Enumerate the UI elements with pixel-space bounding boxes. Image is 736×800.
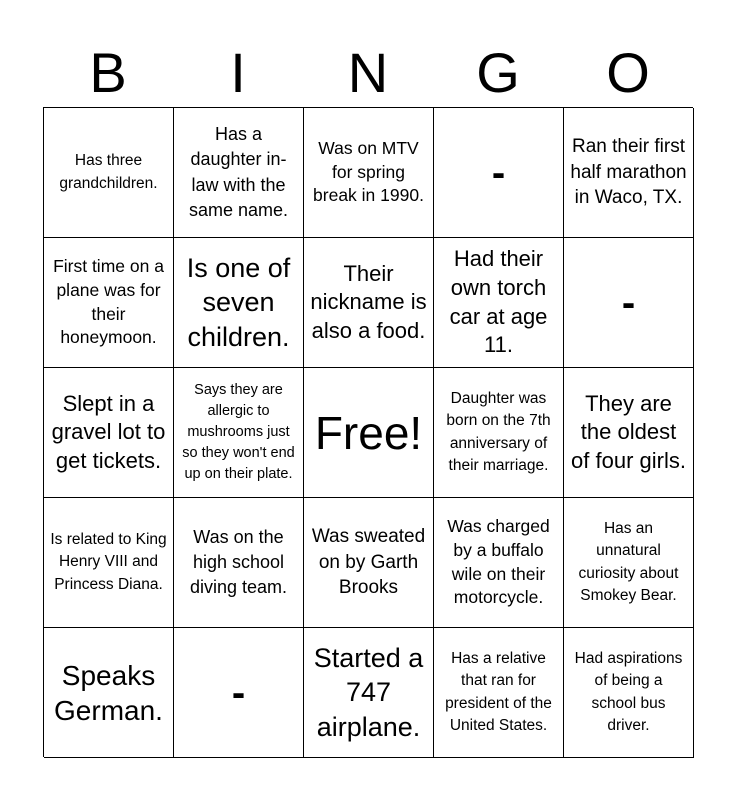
cell-text: Had their own torch car at age 11. bbox=[449, 246, 548, 358]
cell-text: Ran their first half marathon in Waco, TX. bbox=[570, 136, 687, 209]
cell-text: Was charged by a buffalo wile on their motorcycle. bbox=[447, 516, 550, 608]
header-letter-g: G bbox=[476, 41, 520, 104]
bingo-cell[interactable] bbox=[44, 368, 174, 498]
bingo-cell[interactable] bbox=[174, 108, 304, 238]
bingo-cell[interactable] bbox=[174, 498, 304, 628]
header-letter-n: N bbox=[347, 41, 389, 104]
cell-text: Is one of seven children. bbox=[186, 252, 291, 352]
bingo-cell[interactable] bbox=[174, 368, 304, 498]
bingo-header bbox=[43, 40, 693, 106]
cell-text: Speaks German. bbox=[54, 659, 163, 726]
cell-text: Was on MTV for spring break in 1990. bbox=[313, 138, 424, 206]
cell-text: Has a relative that ran for president of the United States. bbox=[445, 649, 552, 734]
bingo-cell[interactable] bbox=[304, 238, 434, 368]
cell-text: Was sweated on by Garth Brooks bbox=[311, 526, 426, 599]
bingo-cell-blank[interactable] bbox=[564, 238, 694, 368]
cell-text: Daughter was born on the 7th anniversary of their marriage. bbox=[446, 389, 551, 474]
cell-text: Had aspirations of being a school bus driver. bbox=[574, 649, 683, 734]
bingo-cell[interactable] bbox=[564, 368, 694, 498]
cell-text: They are the oldest of four girls. bbox=[571, 390, 686, 473]
cell-text: Free! bbox=[314, 406, 423, 459]
bingo-cell[interactable] bbox=[434, 238, 564, 368]
cell-text: First time on a plane was for their honeymoon. bbox=[53, 256, 164, 348]
bingo-cell[interactable] bbox=[564, 108, 694, 238]
bingo-cell[interactable] bbox=[304, 498, 434, 628]
bingo-cell[interactable] bbox=[44, 108, 174, 238]
bingo-cell[interactable] bbox=[44, 498, 174, 628]
header-letter-o: O bbox=[606, 41, 650, 104]
bingo-board bbox=[43, 107, 693, 757]
free-space[interactable] bbox=[304, 368, 434, 498]
bingo-cell[interactable] bbox=[304, 108, 434, 238]
cell-text: Slept in a gravel lot to get tickets. bbox=[51, 390, 166, 473]
bingo-cell[interactable] bbox=[434, 498, 564, 628]
cell-text: Has an unnatural curiosity about Smokey Bear. bbox=[578, 519, 679, 604]
cell-text: Was on the high school diving team. bbox=[189, 526, 288, 598]
bingo-cell[interactable] bbox=[44, 628, 174, 758]
bingo-cell[interactable] bbox=[434, 368, 564, 498]
cell-text: - bbox=[491, 150, 506, 195]
cell-text: - bbox=[621, 280, 636, 325]
cell-text: Has three grandchildren. bbox=[59, 152, 158, 192]
cell-text: Started a 747 airplane. bbox=[313, 642, 424, 742]
bingo-cell[interactable] bbox=[304, 628, 434, 758]
cell-text: Is related to King Henry VIII and Princess Diana. bbox=[50, 530, 167, 593]
bingo-cell[interactable] bbox=[564, 498, 694, 628]
header-letter-i: I bbox=[230, 41, 246, 104]
bingo-cell[interactable] bbox=[174, 238, 304, 368]
cell-text: - bbox=[231, 670, 246, 715]
bingo-cell[interactable] bbox=[44, 238, 174, 368]
cell-text: Says they are allergic to mushrooms just so they won't end up on their plate. bbox=[182, 381, 295, 483]
cell-text: Their nickname is also a food. bbox=[310, 260, 427, 343]
bingo-cell[interactable] bbox=[434, 628, 564, 758]
bingo-cell[interactable] bbox=[564, 628, 694, 758]
bingo-cell-blank[interactable] bbox=[174, 628, 304, 758]
cell-text: Has a daughter in-law with the same name. bbox=[188, 124, 289, 220]
header-letter-b: B bbox=[89, 41, 127, 104]
bingo-cell-blank[interactable] bbox=[434, 108, 564, 238]
